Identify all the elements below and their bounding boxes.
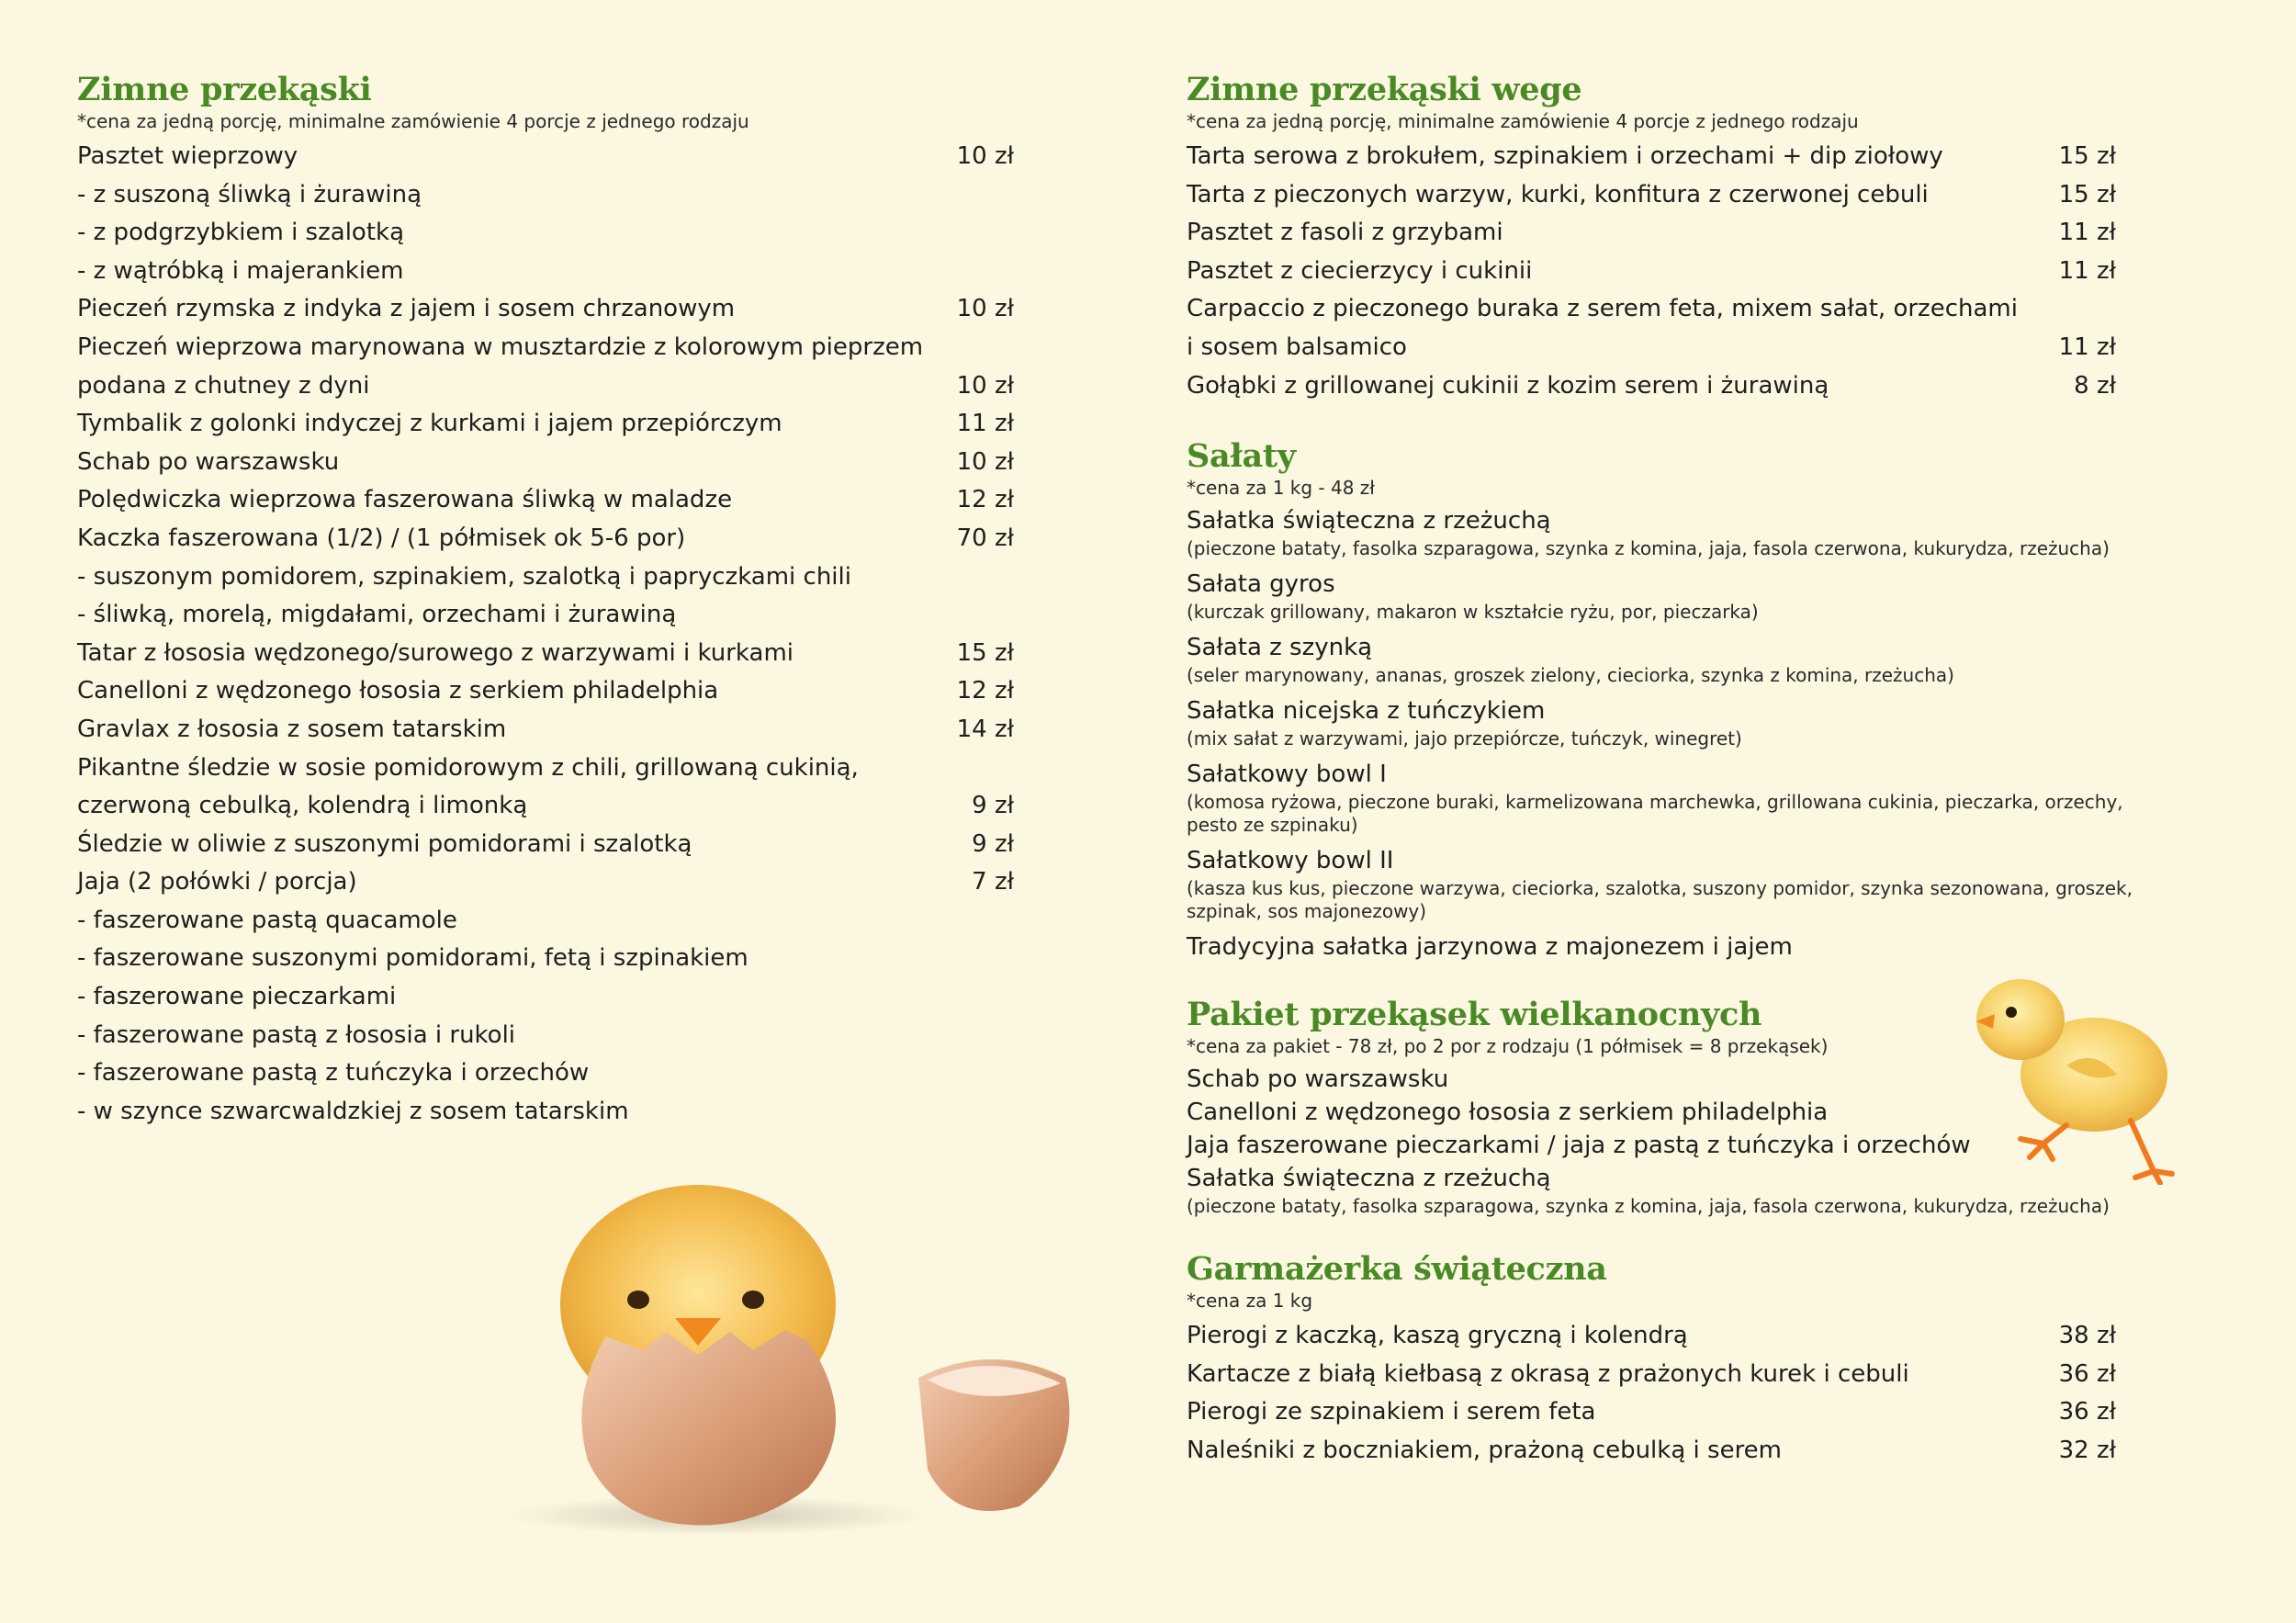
menu-item: [1187, 1393, 2116, 1432]
menu-item: [77, 826, 1014, 864]
menu-item: [77, 787, 1014, 826]
left-column: [77, 0, 1014, 1131]
menu-item: [1187, 214, 2116, 253]
menu-item: [1187, 1432, 2116, 1471]
menu-item-price: 9 zł: [972, 792, 1014, 820]
section-salads: [1187, 436, 2160, 964]
menu-list: [1187, 1317, 2116, 1470]
menu-item-name: Sałata gyros: [1187, 570, 1335, 599]
menu-item-price: 14 zł: [956, 715, 1014, 743]
menu-item: [1187, 329, 2116, 367]
menu-item: [77, 558, 1014, 597]
menu-item-name: - faszerowane pieczarkami: [77, 983, 397, 1011]
salad-list: [1187, 504, 2160, 964]
menu-item-description: (pieczone bataty, fasolka szparagowa, szynka z komina, jaja, fasola czerwona, kukurydza, rzeżucha): [1187, 1195, 2110, 1218]
section-title: Pakiet przekąsek wielkanocnych: [1187, 996, 1762, 1034]
menu-item-name: Naleśniki z boczniakiem, prażoną cebulką i serem: [1187, 1436, 1783, 1464]
menu-item: [77, 596, 1014, 635]
menu-item: [1187, 176, 2116, 215]
menu-item-description: (kasza kus kus, pieczone warzywa, cieciorka, szalotka, suszony pomidor, szynka sezonowana, groszek, szpinak, sos majonezowy): [1187, 877, 2133, 923]
menu-item-price: 12 zł: [956, 486, 1014, 514]
section-note: *cena za 1 kg - 48 zł: [1187, 477, 1375, 500]
menu-item: [1187, 758, 2160, 837]
menu-item-name: Tarta z pieczonych warzyw, kurki, konfitura z czerwonej cebuli: [1187, 180, 1929, 209]
menu-item: [1187, 253, 2116, 291]
menu-item-name: Canelloni z wędzonego łososia z serkiem philadelphia: [1187, 1099, 1829, 1127]
section-note: *cena za jedną porcję, minimalne zamówienie 4 porcje z jednego rodzaju: [1187, 110, 1859, 132]
menu-item: [77, 711, 1014, 750]
menu-item-name: Kartacze z białą kiełbasą z okrasą z prażonych kurek i cebuli: [1187, 1359, 1909, 1388]
menu-item: [77, 405, 1014, 444]
menu-item-name: Tatar z łososia wędzonego/surowego z warzywami i kurkami: [77, 638, 794, 667]
menu-item-price: 15 zł: [2058, 180, 2116, 209]
menu-item-name: Polędwiczka wieprzowa faszerowana śliwką w maladze: [77, 486, 733, 514]
menu-item: [77, 520, 1014, 558]
menu-item-price: 8 zł: [2074, 371, 2116, 400]
right-column: [1187, 0, 2160, 1471]
menu-item-name: Jaja faszerowane pieczarkami / jaja z pastą z tuńczyka i orzechów: [1187, 1132, 1971, 1160]
menu-item-name: - z wątróbką i majerankiem: [77, 256, 404, 285]
menu-item-name: Śledzie w oliwie z suszonymi pomidorami i szalotką: [77, 829, 692, 858]
menu-item-price: 70 zł: [956, 524, 1014, 552]
menu-item-price: 7 zł: [972, 868, 1014, 896]
menu-item-name: podana z chutney z dyni: [77, 371, 370, 400]
menu-item-name: - faszerowane pastą quacamole: [77, 906, 457, 934]
section-title: Garmażerka świąteczna: [1187, 1250, 1607, 1289]
menu-item-name: Sałatkowy bowl II: [1187, 847, 1394, 875]
menu-item-price: 10 zł: [956, 447, 1014, 476]
menu-item-name: Kaczka faszerowana (1/2) / (1 półmisek ok 5-6 por): [77, 524, 686, 552]
menu-item: [77, 444, 1014, 482]
menu-item: [77, 1054, 1014, 1093]
menu-item-name: Gravlax z łososia z sosem tatarskim: [77, 715, 507, 743]
menu-item-name: Carpaccio z pieczonego buraka z serem feta, mixem sałat, orzechami: [1187, 295, 2018, 323]
menu-item: [77, 1017, 1014, 1055]
menu-item: [1187, 930, 2160, 964]
menu-item: [77, 329, 1014, 367]
menu-item-price: 15 zł: [2058, 142, 2116, 170]
chick-in-egg-illustration: [478, 1167, 1102, 1534]
menu-item: [77, 481, 1014, 520]
menu-item-name: Pasztet wieprzowy: [77, 142, 298, 170]
menu-item-description: (komosa ryżowa, pieczone buraki, karmelizowana marchewka, grillowana cukinia, pieczarka, orzechy, pesto ze szpinaku): [1187, 791, 2123, 837]
menu-item-price: 11 zł: [2058, 332, 2116, 361]
menu-item-price: 10 zł: [956, 371, 1014, 400]
menu-item-price: 12 zł: [956, 677, 1014, 705]
menu-item: [77, 214, 1014, 253]
menu-item: [1187, 1317, 2116, 1356]
menu-item-price: 38 zł: [2058, 1322, 2116, 1350]
section-note: *cena za pakiet - 78 zł, po 2 por z rodzaju (1 półmisek = 8 przekąsek): [1187, 1035, 1829, 1058]
menu-item-name: - śliwką, morelą, migdałami, orzechami i żurawiną: [77, 601, 677, 629]
section-title: Zimne przekąski wege: [1187, 71, 1582, 108]
section-title: Sałaty: [1187, 437, 1296, 476]
menu-item-description: (seler marynowany, ananas, groszek zielony, cieciorka, szynka z komina, rzeżucha): [1187, 664, 1954, 687]
menu-item-name: - faszerowane pastą z tuńczyka i orzechów: [77, 1059, 590, 1088]
menu-item: [77, 1093, 1014, 1132]
menu-item-price: 10 zł: [956, 142, 1014, 170]
menu-item: [1187, 504, 2160, 560]
menu-item-price: 36 zł: [2058, 1398, 2116, 1426]
section-note: *cena za 1 kg: [1187, 1290, 1313, 1313]
menu-item: [1187, 290, 2116, 329]
menu-item-description: (kurczak grillowany, makaron w kształcie ryżu, por, pieczarka): [1187, 601, 1759, 624]
menu-item: [1187, 844, 2160, 923]
menu-item: [1187, 631, 2160, 687]
section-deli: [1187, 1249, 2160, 1470]
menu-item: [77, 290, 1014, 329]
menu-item-name: Sałatkowy bowl I: [1187, 761, 1387, 789]
section-cold-starters: [77, 70, 1014, 1131]
menu-item-name: Pieczeń wieprzowa marynowana w musztardzie z kolorowym pieprzem: [77, 332, 924, 361]
menu-item-name: - faszerowane pastą z łososia i rukoli: [77, 1020, 516, 1049]
menu-item-name: - suszonym pomidorem, szpinakiem, szalotką i papryczkami chili: [77, 562, 851, 591]
menu-list: [77, 138, 1014, 1131]
menu-item: [1187, 694, 2160, 750]
menu-item-name: Pierogi z kaczką, kaszą gryczną i kolendrą: [1187, 1322, 1688, 1350]
menu-item: [1187, 367, 2116, 406]
menu-item-name: Schab po warszawsku: [1187, 1065, 1449, 1094]
menu-item-name: Sałatka nicejska z tuńczykiem: [1187, 697, 1546, 726]
section-vege-starters: [1187, 70, 2160, 405]
menu-item-name: - faszerowane suszonymi pomidorami, fetą i szpinakiem: [77, 944, 748, 973]
menu-item-price: 10 zł: [956, 295, 1014, 323]
menu-item-description: (mix sałat z warzywami, jajo przepiórcze, tuńczyk, winegret): [1187, 727, 1742, 750]
menu-item: [1187, 138, 2116, 176]
menu-item-name: - w szynce szwarcwaldzkiej z sosem tatarskim: [77, 1097, 629, 1125]
menu-item-name: czerwoną cebulką, kolendrą i limonką: [77, 792, 528, 820]
section-title: Zimne przekąski: [77, 71, 372, 108]
menu-item-name: i sosem balsamico: [1187, 332, 1407, 361]
menu-item: [77, 750, 1014, 788]
menu-item-price: 11 zł: [2058, 219, 2116, 247]
menu-item-name: Sałata z szynką: [1187, 634, 1373, 662]
menu-item-price: 15 zł: [956, 638, 1014, 667]
menu-item-name: Sałatka świąteczna z rzeżuchą: [1187, 507, 1551, 535]
menu-item: [77, 902, 1014, 941]
menu-item-name: - z podgrzybkiem i szalotką: [77, 219, 405, 247]
menu-item-price: 32 zł: [2058, 1436, 2116, 1464]
menu-item-name: Tradycyjna sałatka jarzynowa z majonezem i jajem: [1187, 933, 1793, 962]
menu-item-price: 36 zł: [2058, 1359, 2116, 1388]
menu-item: [77, 253, 1014, 291]
menu-item-description: (pieczone bataty, fasolka szparagowa, szynka z komina, jaja, fasola czerwona, kukurydza, rzeżucha): [1187, 537, 2110, 560]
menu-item-name: Tymbalik z golonki indyczej z kurkami i jajem przepiórczym: [77, 410, 782, 438]
menu-item: [1187, 568, 2160, 624]
menu-item: [77, 863, 1014, 902]
walking-chick-illustration: [1956, 964, 2195, 1185]
menu-item-price: 11 zł: [2058, 256, 2116, 285]
menu-item: [77, 940, 1014, 978]
menu-item-name: Pasztet z fasoli z grzybami: [1187, 219, 1503, 247]
section-note: *cena za jedną porcję, minimalne zamówienie 4 porcje z jednego rodzaju: [77, 110, 749, 132]
menu-item-name: - z suszoną śliwką i żurawiną: [77, 180, 422, 209]
menu-item-name: Sałatka świąteczna z rzeżuchą: [1187, 1165, 1551, 1193]
menu-item-name: Canelloni z wędzonego łososia z serkiem philadelphia: [77, 677, 719, 705]
menu-item: [77, 672, 1014, 711]
menu-item: [77, 978, 1014, 1017]
menu-item-name: Gołąbki z grillowanej cukinii z kozim serem i żurawiną: [1187, 371, 1829, 400]
menu-list: [1187, 138, 2116, 405]
menu-item-name: Pikantne śledzie w sosie pomidorowym z chili, grillowaną cukinią,: [77, 753, 859, 782]
menu-item-name: Jaja (2 połówki / porcja): [77, 868, 357, 896]
menu-item-name: Schab po warszawsku: [77, 447, 340, 476]
menu-item-price: 11 zł: [956, 410, 1014, 438]
menu-item: [77, 367, 1014, 406]
menu-item: [77, 138, 1014, 176]
menu-item-name: Pieczeń rzymska z indyka z jajem i sosem chrzanowym: [77, 295, 736, 323]
menu-item-name: Pierogi ze szpinakiem i serem feta: [1187, 1398, 1596, 1426]
menu-item-name: Tarta serowa z brokułem, szpinakiem i orzechami + dip ziołowy: [1187, 142, 1943, 170]
menu-item: [77, 635, 1014, 673]
menu-item: [1187, 1356, 2116, 1394]
menu-item-price: 9 zł: [972, 829, 1014, 858]
menu-item-name: Pasztet z ciecierzycy i cukinii: [1187, 256, 1533, 285]
menu-item: [77, 176, 1014, 215]
